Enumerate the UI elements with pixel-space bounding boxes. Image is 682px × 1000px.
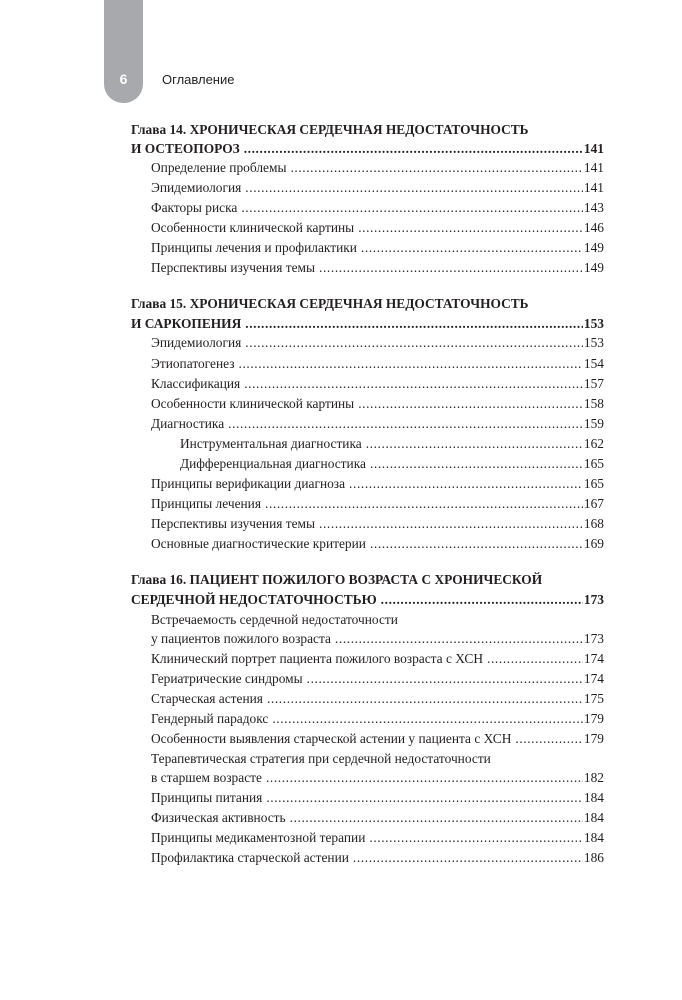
entry-title: Особенности выявления старческой астении у пациента с ХСН <box>151 731 512 746</box>
entry-title: Перспективы изучения темы <box>151 260 316 275</box>
toc-entry[interactable] <box>151 394 604 414</box>
entry-title: Инструментальная диагностика <box>180 436 362 451</box>
toc-entry[interactable] <box>151 788 604 808</box>
toc-entry[interactable] <box>151 198 604 218</box>
chapter-title[interactable]: Глава 15. ХРОНИЧЕСКАЯ СЕРДЕЧНАЯ НЕДОСТАТОЧНОСТЬ <box>131 296 529 311</box>
leader-dots <box>358 218 583 238</box>
toc-entry[interactable] <box>151 494 604 514</box>
leader-dots <box>370 454 583 474</box>
leader-dots <box>266 768 583 788</box>
chapter-title-text: И ОСТЕОПОРОЗ <box>131 141 240 156</box>
chapter-title-last-line[interactable] <box>131 139 604 159</box>
entry-title: у пациентов пожилого возраста <box>151 631 331 646</box>
leader-dots <box>239 354 583 374</box>
page-ref: 184 <box>583 790 604 805</box>
toc-entry[interactable] <box>151 848 604 868</box>
leader-dots <box>319 258 583 278</box>
running-head: Оглавление <box>162 72 235 87</box>
page-ref: 165 <box>583 456 604 471</box>
chapter-title-text: СЕРДЕЧНОЙ НЕДОСТАТОЧНОСТЬЮ <box>131 592 377 607</box>
leader-dots <box>241 198 583 218</box>
page-ref: 184 <box>583 810 604 825</box>
page-ref: 153 <box>583 335 604 350</box>
leader-dots <box>228 414 583 434</box>
leader-dots <box>487 649 583 669</box>
entry-title: Принципы питания <box>151 790 263 805</box>
toc-entry[interactable] <box>151 158 604 178</box>
toc-entry[interactable] <box>151 238 604 258</box>
entry-title: Факторы риска <box>151 200 238 215</box>
page-ref: 146 <box>583 220 604 235</box>
page-ref: 149 <box>583 260 604 275</box>
leader-dots <box>245 178 583 198</box>
chapter-title-last-line[interactable] <box>131 314 604 334</box>
entry-title: Основные диагностические критерии <box>151 536 366 551</box>
page-ref: 159 <box>583 416 604 431</box>
leader-dots <box>515 729 583 749</box>
toc-entry[interactable] <box>151 629 604 649</box>
toc-entry-first-line[interactable]: Терапевтическая стратегия при сердечной недостаточности <box>151 751 491 766</box>
page-ref: 184 <box>583 830 604 845</box>
leader-dots <box>267 689 583 709</box>
chapter-title[interactable]: Глава 16. ПАЦИЕНТ ПОЖИЛОГО ВОЗРАСТА С ХРОНИЧЕСКОЙ <box>131 572 543 587</box>
entry-title: Гериатрические синдромы <box>151 671 303 686</box>
entry-title: Определение проблемы <box>151 160 287 175</box>
page-ref: 141 <box>583 141 604 156</box>
page-ref: 153 <box>583 316 604 331</box>
entry-title: Эпидемиология <box>151 335 242 350</box>
toc-entry[interactable] <box>151 709 604 729</box>
entry-title: Клинический портрет пациента пожилого возраста с ХСН <box>151 651 484 666</box>
entry-title: Профилактика старческой астении <box>151 850 349 865</box>
leader-dots <box>290 808 583 828</box>
page-ref: 157 <box>583 376 604 391</box>
chapter-title-text: И САРКОПЕНИЯ <box>131 316 242 331</box>
page-ref: 165 <box>583 476 604 491</box>
page-ref: 179 <box>583 711 604 726</box>
leader-dots <box>349 474 583 494</box>
toc-entry[interactable] <box>151 768 604 788</box>
toc-entry[interactable] <box>151 689 604 709</box>
entry-title: в старшем возрасте <box>151 770 262 785</box>
toc-entry[interactable] <box>151 354 604 374</box>
leader-dots <box>370 534 583 554</box>
toc-entry[interactable] <box>151 333 604 353</box>
leader-dots <box>266 788 583 808</box>
toc-entry[interactable] <box>151 414 604 434</box>
entry-title: Физическая активность <box>151 810 286 825</box>
leader-dots <box>381 590 583 610</box>
page-ref: 179 <box>583 731 604 746</box>
page-ref: 186 <box>583 850 604 865</box>
page-ref: 149 <box>583 240 604 255</box>
leader-dots <box>335 629 583 649</box>
page-ref: 173 <box>583 592 604 607</box>
toc-subentry[interactable] <box>180 434 604 454</box>
page-ref: 168 <box>583 516 604 531</box>
page-number-tab <box>104 0 143 103</box>
page-number: 6 <box>119 71 128 87</box>
page-ref: 175 <box>583 691 604 706</box>
page-ref: 174 <box>583 651 604 666</box>
toc-entry[interactable] <box>151 258 604 278</box>
page-ref: 141 <box>583 180 604 195</box>
leader-dots <box>245 314 583 334</box>
entry-title: Особенности клинической картины <box>151 396 355 411</box>
page-ref: 169 <box>583 536 604 551</box>
toc-entry[interactable] <box>151 474 604 494</box>
toc-entry[interactable] <box>151 669 604 689</box>
toc-entry[interactable] <box>151 514 604 534</box>
leader-dots <box>361 238 583 258</box>
entry-title: Диагностика <box>151 416 225 431</box>
leader-dots <box>272 709 583 729</box>
leader-dots <box>244 139 583 159</box>
page-ref: 174 <box>583 671 604 686</box>
entry-title: Эпидемиология <box>151 180 242 195</box>
leader-dots <box>353 848 583 868</box>
leader-dots <box>319 514 583 534</box>
entry-title: Принципы лечения <box>151 496 262 511</box>
toc-entry-first-line[interactable]: Встречаемость сердечной недостаточности <box>151 612 398 627</box>
toc-entry[interactable] <box>151 534 604 554</box>
page-ref: 141 <box>583 160 604 175</box>
page-ref: 158 <box>583 396 604 411</box>
entry-title: Классификация <box>151 376 241 391</box>
entry-title: Принципы верификации диагноза <box>151 476 346 491</box>
toc-entry[interactable] <box>151 828 604 848</box>
page-ref: 167 <box>583 496 604 511</box>
leader-dots <box>369 828 583 848</box>
leader-dots <box>265 494 583 514</box>
entry-title: Дифференциальная диагностика <box>180 456 366 471</box>
entry-title: Принципы лечения и профилактики <box>151 240 357 255</box>
page-ref: 143 <box>583 200 604 215</box>
leader-dots <box>244 374 583 394</box>
page-ref: 154 <box>583 356 604 371</box>
toc-subentry[interactable] <box>180 454 604 474</box>
leader-dots <box>307 669 583 689</box>
chapter-title-last-line[interactable] <box>131 590 604 610</box>
entry-title: Принципы медикаментозной терапии <box>151 830 366 845</box>
chapter-title[interactable]: Глава 14. ХРОНИЧЕСКАЯ СЕРДЕЧНАЯ НЕДОСТАТОЧНОСТЬ <box>131 122 529 137</box>
toc-entry[interactable] <box>151 374 604 394</box>
entry-title: Перспективы изучения темы <box>151 516 316 531</box>
page-ref: 162 <box>583 436 604 451</box>
leader-dots <box>290 158 582 178</box>
leader-dots <box>366 434 583 454</box>
toc-entry[interactable] <box>151 218 604 238</box>
toc-entry[interactable] <box>151 649 604 669</box>
leader-dots <box>358 394 583 414</box>
toc-entry[interactable] <box>151 178 604 198</box>
page-ref: 182 <box>583 770 604 785</box>
entry-title: Особенности клинической картины <box>151 220 355 235</box>
leader-dots <box>245 333 583 353</box>
entry-title: Этиопатогенез <box>151 356 235 371</box>
entry-title: Гендерный парадокс <box>151 711 269 726</box>
page-ref: 173 <box>583 631 604 646</box>
toc-entry[interactable] <box>151 729 604 749</box>
entry-title: Старческая астения <box>151 691 263 706</box>
toc-entry[interactable] <box>151 808 604 828</box>
